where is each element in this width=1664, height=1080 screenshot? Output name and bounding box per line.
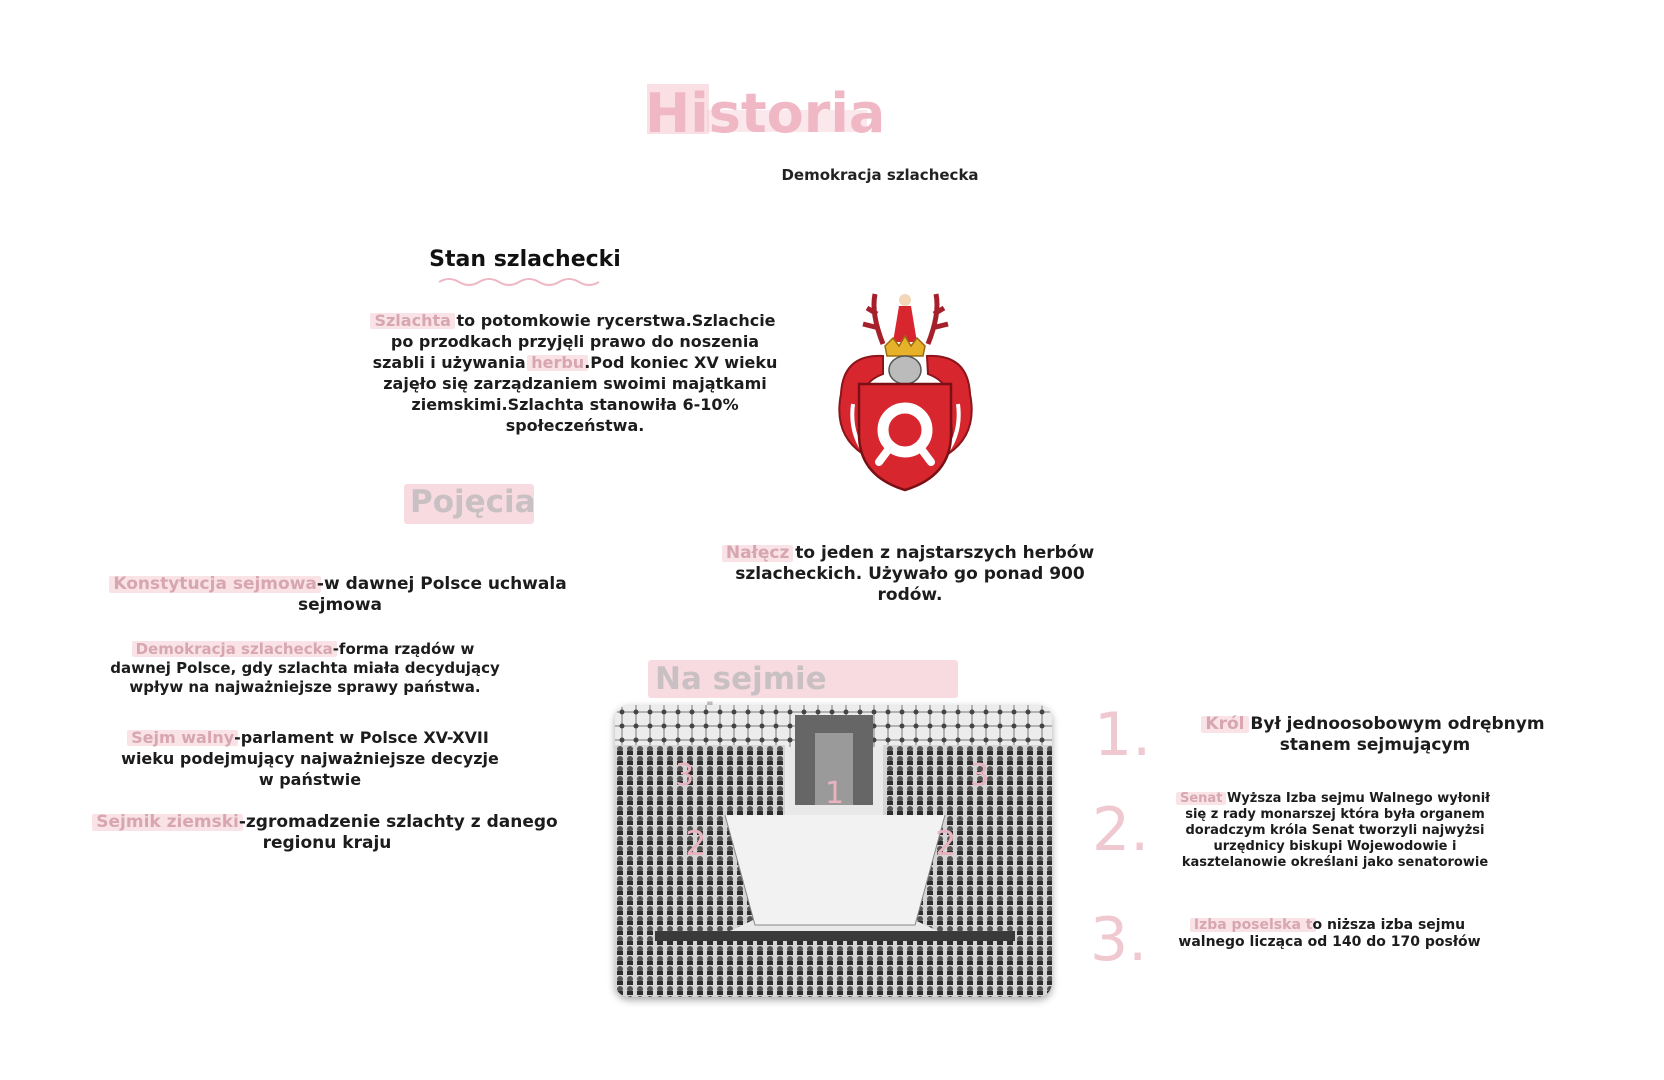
term-krol: Król	[1205, 714, 1245, 734]
number-2: 2.	[1092, 795, 1150, 865]
number-3: 3.	[1090, 905, 1148, 975]
title-text: Historia	[645, 82, 886, 144]
definition-term: Demokracja szlachecka	[135, 640, 333, 658]
definition-item: Sejm walny-parlament w Polsce XV-XVII wieku podejmujący najważniejsze decyzje w państwie	[121, 728, 499, 789]
term-izba-poselska: Izba poselska t	[1193, 917, 1313, 933]
stan-heading: Stan szlachecki	[429, 247, 621, 272]
svg-text:1: 1	[825, 776, 845, 811]
sejm-item-izba-poselska: Izba poselska to niższa izba sejmu walnego licząca od 140 do 170 posłów	[1178, 917, 1481, 950]
svg-text:2: 2	[685, 824, 707, 864]
stan-description: Szlachta to potomkowie rycerstwa.Szlachcie po przodkach przyjęli prawo do noszenia szabli i używania herbu.Pod koniec XV wieku zajęło się zarządzaniem swoimi majątkami ziemskimi.Szlachta stanowiła 6-10% społeczeństwa.	[372, 311, 778, 435]
definition-term: Konstytucja sejmowa	[113, 574, 317, 594]
subtitle: Demokracja szlachecka	[781, 166, 979, 184]
nalecz-description: Nałęcz to jeden z najstarszych herbów szlacheckich. Używało go ponad 900 rodów.	[725, 543, 1095, 605]
page-title	[645, 74, 905, 144]
definition-item: Sejmik ziemski-zgromadzenie szlachty z danego regionu kraju	[96, 812, 558, 853]
pojecia-heading: Pojęcia	[410, 484, 536, 520]
svg-text:3: 3	[970, 758, 990, 793]
definition-term: Sejmik ziemski	[96, 812, 239, 832]
sejm-engraving-icon	[615, 705, 1052, 997]
coat-of-arms-nalecz-icon	[823, 284, 988, 494]
term-herb: herbu	[531, 353, 585, 372]
sejm-item-senat: Senat Wyższa Izba sejmu Walnego wyłonił się z rady monarszej która była organem doradczym króla Senat tworzyli najwyżsi urzędnicy biskupi Wojewodowie i kasztelanowie określani jako senatorowie	[1180, 791, 1490, 870]
title-graphic	[645, 74, 905, 144]
definition-item: Konstytucja sejmowa-w dawnej Polsce uchwala sejmowa	[113, 574, 567, 615]
wavy-underline	[437, 276, 612, 288]
svg-text:2: 2	[935, 824, 957, 864]
definition-item: Demokracja szlachecka-forma rządów w dawnej Polsce, gdy szlachta miała decydujący wpływ na najważniejsze sprawy państwa.	[110, 640, 500, 696]
term-szlachta: Szlachta	[374, 311, 451, 330]
svg-text:3: 3	[675, 758, 695, 793]
term-nalecz: Nałęcz	[725, 543, 790, 563]
sejm-item-krol: Król Był jednoosobowym odrębnym stanem sejmującym	[1205, 714, 1545, 755]
sejm-heading: Na sejmie	[655, 661, 827, 697]
term-senat: Senat	[1180, 791, 1223, 806]
definition-term: Sejm walny	[131, 728, 235, 747]
number-1: 1.	[1094, 700, 1152, 770]
